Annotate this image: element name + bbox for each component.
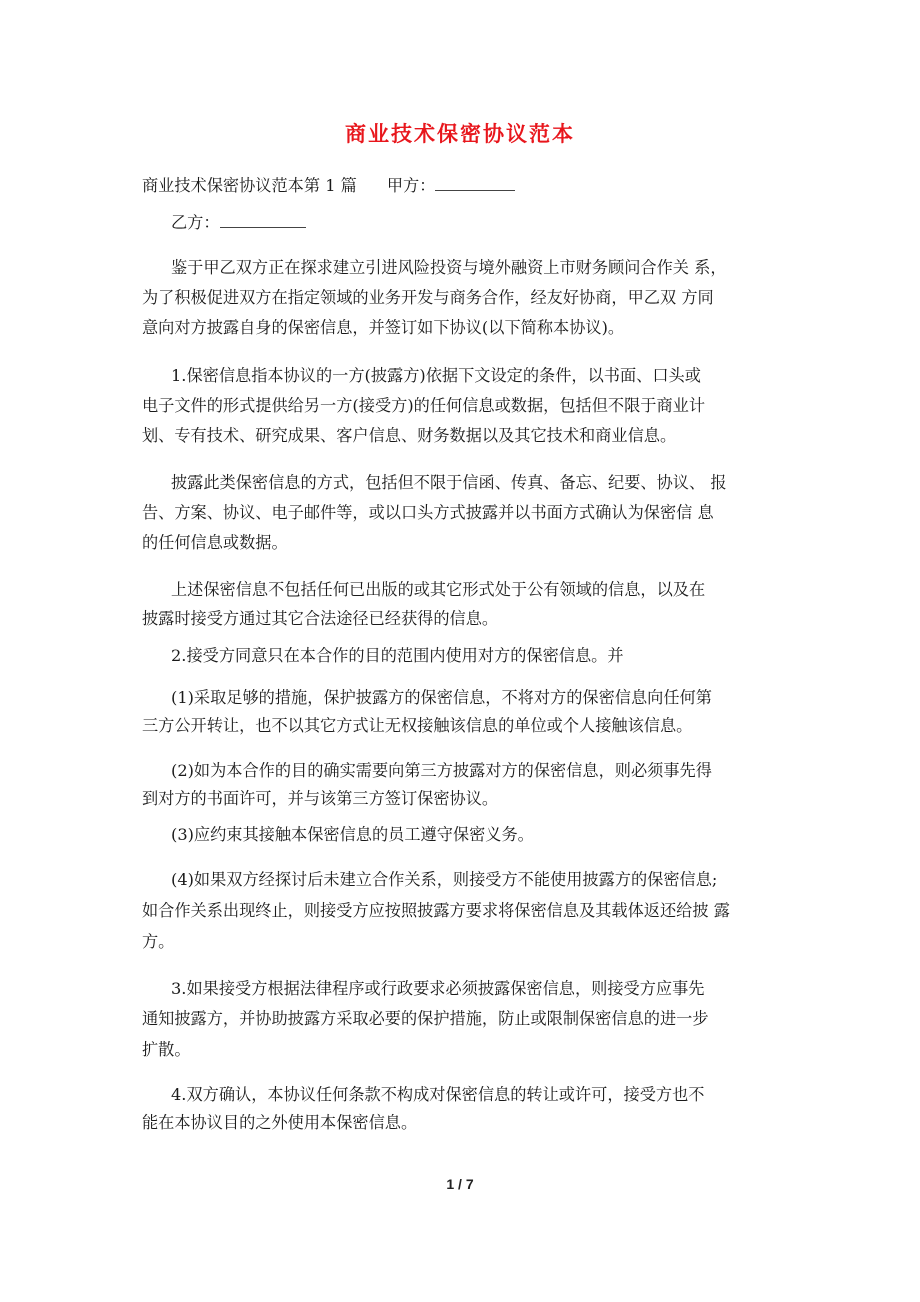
paragraph-line: 2.接受方同意只在本合作的目的范围内使用对方的保密信息。并: [171, 646, 624, 665]
paragraph-line: 三方公开转让，也不以其它方式让无权接触该信息的单位或个人接触该信息。: [142, 716, 693, 735]
paragraph-line: (1)采取足够的措施，保护披露方的保密信息，不将对方的保密信息向任何第: [171, 688, 712, 707]
paragraph-line: 通知披露方，并协助披露方采取必要的保护措施，防止或限制保密信息的进一步: [142, 1009, 709, 1028]
party-a-blank: [435, 176, 515, 191]
paragraph-line: 的任何信息或数据。: [142, 533, 288, 552]
page-number: 1 / 7: [446, 1176, 474, 1192]
paragraph-line: 方。: [142, 932, 175, 951]
paragraph-line: 披露时接受方通过其它合法途径已经获得的信息。: [142, 609, 499, 628]
paragraph-line: 扩散。: [142, 1040, 191, 1059]
document-title: 商业技术保密协议范本: [345, 121, 575, 146]
paragraph-line: 鉴于甲乙双方正在探求建立引进风险投资与境外融资上市财务顾问合作关 系，: [171, 258, 727, 277]
paragraph-line: 划、专有技术、研究成果、客户信息、财务数据以及其它技术和商业信息。: [142, 426, 677, 445]
paragraph-line: 披露此类保密信息的方式，包括但不限于信函、传真、备忘、纪要、协议、 报: [171, 473, 727, 492]
paragraph-line: 能在本协议目的之外使用本保密信息。: [142, 1113, 418, 1132]
paragraph-line: (2)如为本合作的目的确实需要向第三方披露对方的保密信息，则必须事先得: [171, 761, 712, 780]
paragraph-line: 4.双方确认，本协议任何条款不构成对保密信息的转让或许可，接受方也不: [171, 1085, 705, 1104]
article-header-line: [142, 176, 802, 196]
party-b-blank: [220, 213, 306, 228]
party-b-label: 乙方：: [171, 213, 220, 232]
paragraph-line: 3.如果接受方根据法律程序或行政要求必须披露保密信息，则接受方应事先: [171, 979, 705, 998]
article-label: 商业技术保密协议范本第 1 篇: [142, 176, 357, 195]
paragraph-line: 上述保密信息不包括任何已出版的或其它形式处于公有领域的信息，以及在: [171, 580, 706, 599]
paragraph-line: 电子文件的形式提供给另一方(接受方)的任何信息或数据，包括但不限于商业计: [142, 396, 706, 415]
paragraph-line: 告、方案、协议、电子邮件等，或以口头方式披露并以书面方式确认为保密信 息: [142, 503, 714, 522]
party-a-label: 甲方：: [386, 176, 436, 195]
paragraph-line: (3)应约束其接触本保密信息的员工遵守保密义务。: [171, 825, 534, 844]
paragraph-line: 1.保密信息指本协议的一方(披露方)依据下文设定的条件，以书面、口头或: [171, 366, 701, 385]
paragraph-line: 到对方的书面许可，并与该第三方签订保密协议。: [142, 789, 499, 808]
paragraph-line: (4)如果双方经探讨后未建立合作关系，则接受方不能使用披露方的保密信息;: [171, 870, 718, 889]
party-b-line: [171, 213, 831, 233]
paragraph-line: 为了积极促进双方在指定领域的业务开发与商务合作，经友好协商，甲乙双 方同: [142, 288, 714, 307]
paragraph-line: 意向对方披露自身的保密信息，并签订如下协议(以下简称本协议)。: [142, 318, 625, 337]
paragraph-line: 如合作关系出现终止，则接受方应按照披露方要求将保密信息及其载体返还给披 露: [142, 901, 730, 920]
